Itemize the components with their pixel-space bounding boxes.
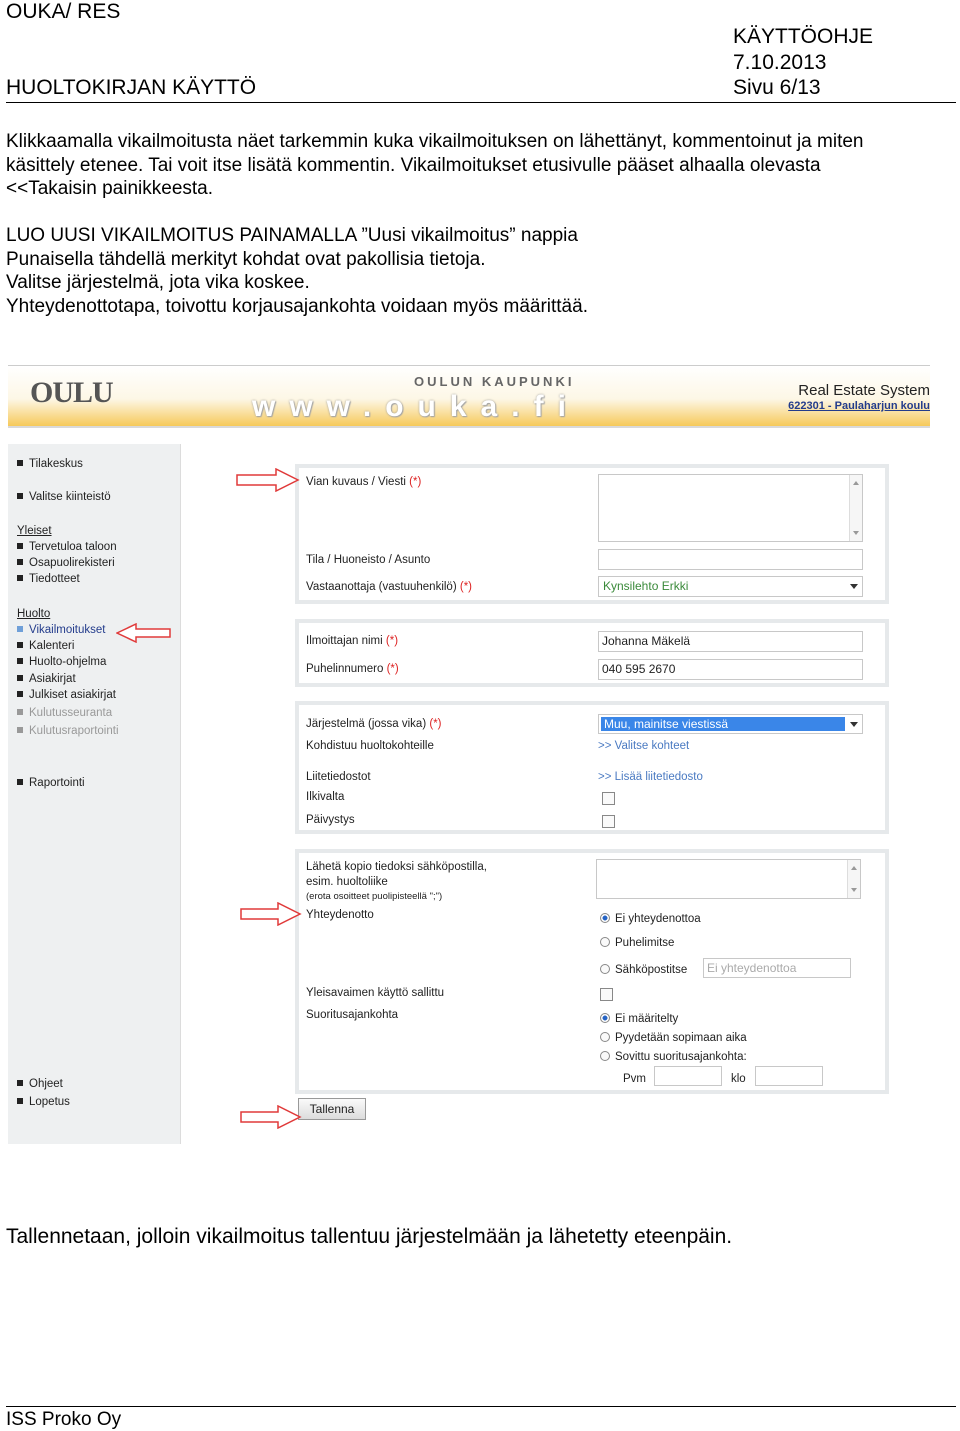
sidebar-item-ohjeet[interactable]: Ohjeet xyxy=(17,1078,63,1090)
panel-fault-description xyxy=(295,464,889,604)
radio-phone[interactable]: Puhelimitse xyxy=(600,937,674,949)
sidebar-item-lopetus[interactable]: Lopetus xyxy=(17,1096,70,1108)
bullet-icon xyxy=(17,675,23,681)
label-vastaanottaja: Vastaanottaja (vastuuhenkilö) (*) xyxy=(306,581,473,593)
master-key-checkbox[interactable] xyxy=(600,988,613,1001)
bullet-icon xyxy=(17,691,23,697)
panel-contact xyxy=(295,849,889,1094)
label-yleisavain: Yleisavaimen käyttö sallittu xyxy=(306,987,445,999)
bullet-icon xyxy=(17,559,23,565)
bullet-icon xyxy=(17,493,23,499)
radio-icon xyxy=(600,937,610,947)
label-vian-kuvaus: Vian kuvaus / Viesti (*) xyxy=(306,476,422,488)
contact-email-input[interactable]: Ei yhteydenottoa xyxy=(703,958,851,978)
radio-request-time[interactable]: Pyydetään sopimaan aika xyxy=(600,1032,747,1044)
sidebar-item-tervetuloa[interactable]: Tervetuloa taloon xyxy=(17,541,117,553)
header-rule xyxy=(6,102,956,103)
embedded-screenshot xyxy=(8,365,930,1144)
bullet-icon xyxy=(17,460,23,466)
time-input[interactable] xyxy=(755,1066,823,1086)
doc-title: HUOLTOKIRJAN KÄYTTÖ xyxy=(6,76,257,99)
sidebar-item-raportointi[interactable]: Raportointi xyxy=(17,777,85,789)
property-link[interactable]: 622301 - Paulaharjun koulu xyxy=(788,400,930,412)
sidebar-item-valitse-kiinteisto[interactable]: Valitse kiinteistö xyxy=(17,491,111,503)
radio-no-contact[interactable]: Ei yhteydenottoa xyxy=(600,913,701,925)
intro-line-1: Klikkaamalla vikailmoitusta näet tarkemmin kuka vikailmoituksen on lähettänyt, kommentoinut ja miten xyxy=(6,131,864,152)
bullet-icon xyxy=(17,543,23,549)
panel-system xyxy=(295,701,889,834)
system-select[interactable]: Muu, mainitse viestissä xyxy=(598,714,863,734)
sidebar-item-kalenteri[interactable]: Kalenteri xyxy=(17,640,74,652)
vandalism-checkbox[interactable] xyxy=(602,792,615,805)
bullet-icon xyxy=(17,727,23,733)
sidebar-item-kulutusraportointi: Kulutusraportointi xyxy=(17,725,119,737)
radio-selected-icon xyxy=(600,1013,610,1023)
radio-undefined[interactable]: Ei määritelty xyxy=(600,1013,678,1025)
chevron-down-icon xyxy=(850,722,858,727)
system-name: Real Estate System xyxy=(798,382,930,399)
date-input[interactable] xyxy=(654,1066,722,1086)
sidebar-header-yleiset[interactable]: Yleiset xyxy=(17,525,52,537)
sidebar-item-asiakirjat[interactable]: Asiakirjat xyxy=(17,673,76,685)
sidebar xyxy=(8,444,181,1144)
doc-org: OUKA/ RES xyxy=(6,0,121,23)
label-ilmoittaja: Ilmoittajan nimi (*) xyxy=(306,635,399,647)
bullet-icon xyxy=(17,642,23,648)
sidebar-item-osapuolirekisteri[interactable]: Osapuolirekisteri xyxy=(17,557,115,569)
bullet-icon xyxy=(17,626,23,632)
bullet-icon xyxy=(17,1080,23,1086)
label-suoritusajankohta: Suoritusajankohta xyxy=(306,1009,399,1021)
bullet-icon xyxy=(17,779,23,785)
label-puhelin: Puhelinnumero (*) xyxy=(306,663,399,675)
email-copy-textarea[interactable] xyxy=(596,859,861,899)
radio-email[interactable]: Sähköpostitse xyxy=(600,964,687,976)
scrollbar[interactable] xyxy=(849,475,862,541)
instruction-line-1: LUO UUSI VIKAILMOITUS PAINAMALLA ”Uusi vikailmoitus” nappia xyxy=(6,225,578,246)
chevron-down-icon xyxy=(850,584,858,589)
scrollbar[interactable] xyxy=(847,860,860,898)
instruction-line-3: Valitse järjestelmä, jota vika koskee. xyxy=(6,272,310,293)
label-kohdistuu: Kohdistuu huoltokohteille xyxy=(306,740,434,752)
label-kopio-3: (erota osoitteet puolipisteellä ";") xyxy=(306,891,443,902)
label-yhteydenotto: Yhteydenotto xyxy=(306,909,374,921)
footer-company: ISS Proko Oy xyxy=(6,1409,122,1430)
fault-description-textarea[interactable] xyxy=(598,474,863,542)
doc-page-number: Sivu 6/13 xyxy=(733,76,821,99)
select-targets-link[interactable]: >> Valitse kohteet xyxy=(598,740,690,752)
label-tila: Tila / Huoneisto / Asunto xyxy=(306,554,431,566)
doc-type: KÄYTTÖOHJE xyxy=(733,25,874,48)
outro-text: Tallennetaan, jolloin vikailmoitus tallentuu järjestelmään ja lähetetty eteenpäin. xyxy=(6,1225,733,1248)
room-input[interactable] xyxy=(598,549,863,570)
instruction-line-2: Punaisella tähdellä merkityt kohdat ovat pakollisia tietoja. xyxy=(6,249,486,270)
label-ilkivalta: Ilkivalta xyxy=(306,791,345,803)
oulu-logo: OULU xyxy=(30,376,113,409)
recipient-select[interactable]: Kynsilehto Erkki xyxy=(598,576,863,597)
add-attachment-link[interactable]: >> Lisää liitetiedosto xyxy=(598,771,703,783)
label-kopio-1: Lähetä kopio tiedoksi sähköpostilla, xyxy=(306,861,487,873)
intro-line-2: käsittely etenee. Tai voit itse lisätä kommentin. Vikailmoitukset etusivulle pääset alhaalla olevasta xyxy=(6,155,821,176)
sidebar-item-kulutusseuranta: Kulutusseuranta xyxy=(17,707,112,719)
sidebar-item-huolto-ohjelma[interactable]: Huolto-ohjelma xyxy=(17,656,106,668)
phone-input[interactable]: 040 595 2670 xyxy=(598,659,863,680)
sidebar-header-huolto[interactable]: Huolto xyxy=(17,608,51,620)
bullet-icon xyxy=(17,658,23,664)
intro-line-3: <<Takaisin painikkeesta. xyxy=(6,178,214,199)
arrow-right-icon xyxy=(240,902,302,926)
sidebar-item-julkiset-asiakirjat[interactable]: Julkiset asiakirjat xyxy=(17,689,116,701)
on-call-checkbox[interactable] xyxy=(602,815,615,828)
sidebar-item-tilakeskus[interactable]: Tilakeskus xyxy=(17,458,83,470)
label-pvm: Pvm xyxy=(623,1073,646,1085)
radio-icon xyxy=(600,1051,610,1061)
label-kopio-2: esim. huoltoliike xyxy=(306,876,388,888)
sidebar-item-vikailmoitukset[interactable]: Vikailmoitukset xyxy=(17,624,106,636)
bullet-icon xyxy=(17,1098,23,1104)
radio-selected-icon xyxy=(600,913,610,923)
footer-rule xyxy=(6,1406,956,1407)
sidebar-item-tiedotteet[interactable]: Tiedotteet xyxy=(17,573,80,585)
site-banner xyxy=(8,366,930,428)
panel-reporter xyxy=(295,619,889,687)
label-klo: klo xyxy=(731,1073,746,1085)
radio-icon xyxy=(600,964,610,974)
arrow-right-icon xyxy=(236,468,300,492)
label-paivystys: Päivystys xyxy=(306,814,355,826)
web-address: www.ouka.fi xyxy=(252,390,580,423)
arrow-left-icon xyxy=(116,623,172,643)
save-button[interactable]: Tallenna xyxy=(298,1098,366,1120)
radio-agreed-time[interactable]: Sovittu suoritusajankohta: xyxy=(600,1051,747,1063)
instruction-line-4: Yhteydenottotapa, toivottu korjausajankohta voidaan myös määrittää. xyxy=(6,296,588,317)
reporter-name-input[interactable]: Johanna Mäkelä xyxy=(598,631,863,652)
city-name: OULUN KAUPUNKI xyxy=(414,374,575,389)
radio-icon xyxy=(600,1032,610,1042)
label-liitetiedostot: Liitetiedostot xyxy=(306,771,371,783)
label-jarjestelma: Järjestelmä (jossa vika) (*) xyxy=(306,718,442,730)
bullet-icon xyxy=(17,709,23,715)
bullet-icon xyxy=(17,575,23,581)
arrow-right-icon xyxy=(240,1105,302,1129)
doc-date: 7.10.2013 xyxy=(733,51,827,74)
